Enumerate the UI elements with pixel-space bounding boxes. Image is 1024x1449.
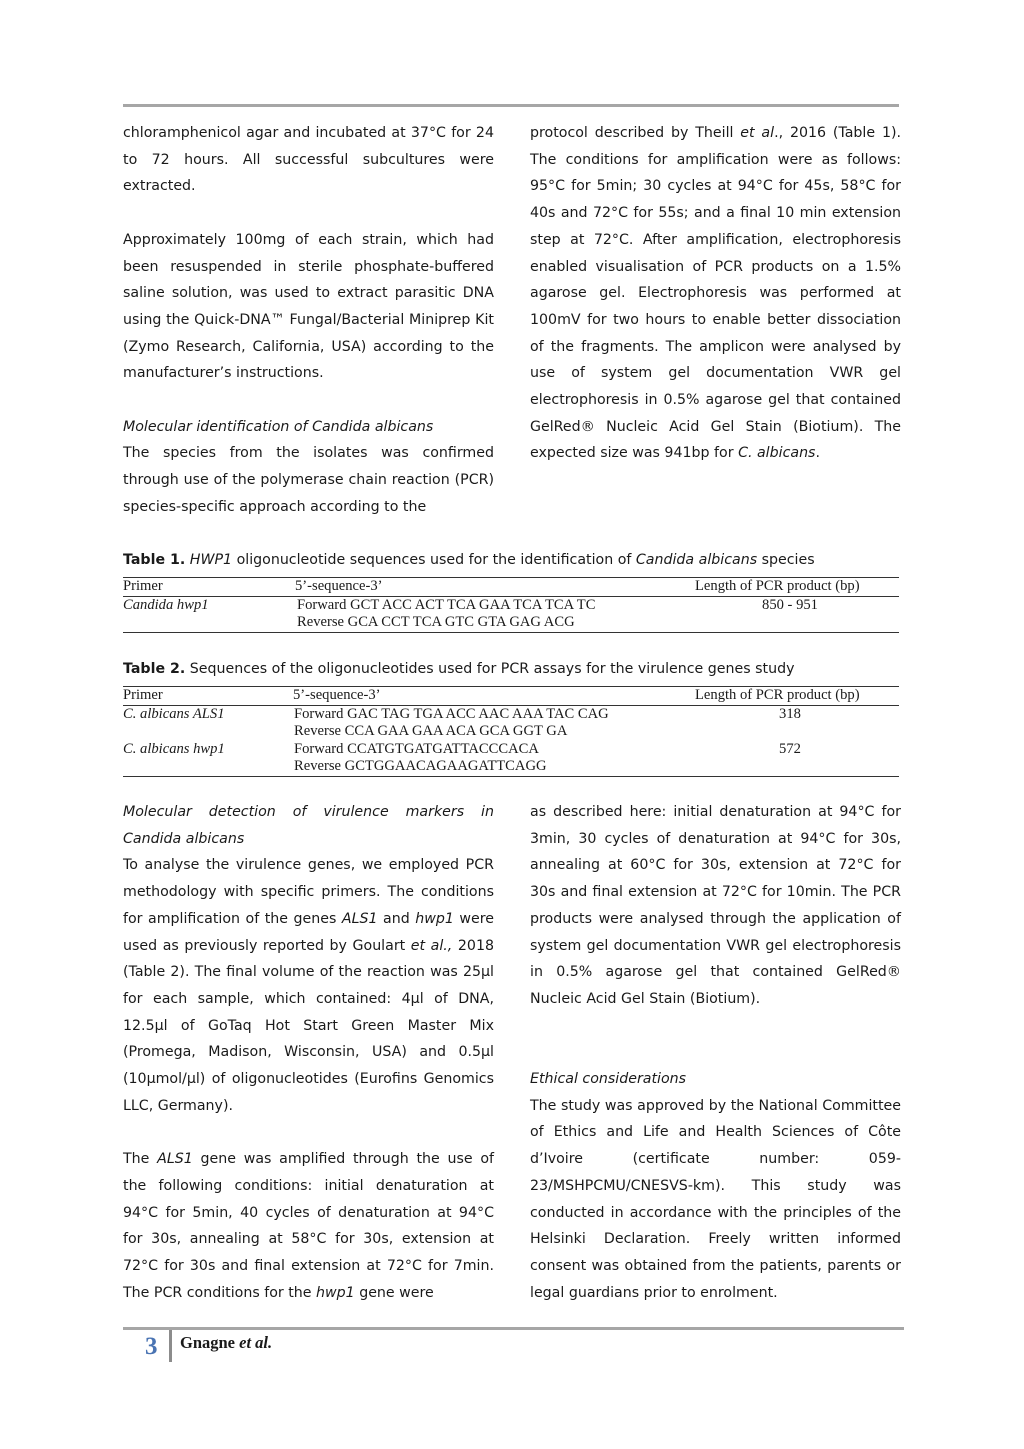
- section-heading: Ethical considerations: [530, 1071, 687, 1087]
- sequence-cell: Reverse GCA CCT TCA GTC GTA GAG ACG: [297, 614, 575, 630]
- length-cell: 850 - 951: [762, 596, 818, 613]
- sequence-cell: Reverse GCTGGAACAGAAGATTCAGG: [294, 758, 547, 774]
- table1-caption: Table 1. HWP1 oligonucleotide sequences used for the identification of Candida albicans species: [123, 552, 815, 568]
- table2-caption: Table 2. Sequences of the oligonucleotides used for PCR assays for the virulence genes study: [123, 661, 795, 677]
- header-cell: Primer: [123, 687, 163, 703]
- header-rule: [123, 104, 899, 107]
- table-row: [123, 758, 899, 776]
- sequence-cell: Forward GCT ACC ACT TCA GAA TCA TCA TC: [297, 596, 596, 613]
- primer-cell: Candida hwp1: [123, 596, 209, 613]
- table1: [123, 577, 899, 633]
- paragraph: The study was approved by the National Committee of Ethics and Life and Health Sciences of Côte d’Ivoire (certificate number: 059-23/MSHPCMU/CNESVS-km). This study was conducted in accordance with the principles of the Helsinki Declaration. Freely written informed consent was obtained from the patients, parents or legal guardians prior to enrolment.: [530, 1097, 901, 1301]
- header-cell: Length of PCR product (bp): [695, 578, 860, 594]
- paragraph: chloramphenicol agar and incubated at 37°C for 24 to 72 hours. All successful subcultures were extracted.: [123, 125, 494, 195]
- length-cell: 572: [779, 740, 801, 757]
- paragraph: Approximately 100mg of each strain, which had been resuspended in sterile phosphate-buffered saline solution, was used to extract parasitic DNA using the Quick-DNA™ Fungal/Bacterial Miniprep Kit (Zymo Research, California, USA) according to the manufacturer’s instructions.: [123, 231, 494, 382]
- page-number: 3: [145, 1333, 158, 1360]
- section-heading: Molecular identification of Candida albicans: [123, 418, 434, 435]
- primer-cell: C. albicans hwp1: [123, 740, 225, 757]
- header-cell: Primer: [123, 578, 163, 594]
- right-column-lower: [530, 799, 901, 1306]
- table-row: [123, 723, 899, 741]
- right-column-upper: [530, 120, 901, 467]
- paragraph: The species from the isolates was confirmed through use of the polymerase chain reaction (PCR) species-specific approach according to the: [123, 445, 494, 515]
- paragraph: The ALS1 gene was amplified through the use of the following conditions: initial denaturation at 94°C for 5min, 40 cycles of denaturation at 94°C for 30s, annealing at 58°C for 30s, extension at 72°C for 30s and final extension at 72°C for 7min. The PCR conditions for the hwp1 gene were: [123, 1151, 494, 1301]
- header-cell: Length of PCR product (bp): [695, 687, 860, 703]
- running-head: Gnagne et al.: [180, 1333, 273, 1352]
- table2: [123, 686, 899, 777]
- paragraph: To analyse the virulence genes, we employed PCR methodology with specific primers. The conditions for amplification of the genes ALS1 and hwp1 were used as previously reported by Goulart et al., 2018 (Table 2). The final volume of the reaction was 25µl for each sample, which contained: 4µl of DNA, 12.5µl of GoTaq Hot Start Green Master Mix (Promega, Madison, Wisconsin, USA) and 0.5µl (10µmol/µl) of oligonucleotides (Eurofins Genomics LLC, Germany).: [123, 857, 495, 1114]
- length-cell: 318: [779, 705, 801, 722]
- table-header-row: [123, 578, 899, 596]
- table-row: [123, 597, 899, 615]
- sequence-cell: Reverse CCA GAA GAA ACA GCA GGT GA: [294, 723, 568, 739]
- table-row: [123, 741, 899, 759]
- primer-cell: C. albicans ALS1: [123, 705, 225, 722]
- sequence-cell: Forward CCATGTGATGATTACCCACA: [294, 740, 539, 757]
- footer-rule: [123, 1327, 904, 1330]
- footer-divider: [169, 1330, 172, 1362]
- left-column-upper: [123, 120, 494, 521]
- table-row: [123, 614, 899, 632]
- header-cell: 5’-sequence-3’: [295, 578, 383, 594]
- paragraph: as described here: initial denaturation at 94°C for 3min, 30 cycles of denaturation at 94°C for 30s, annealing at 60°C for 30s, extension at 72°C for 30s and final extension at 72°C for 10min. The PCR products were analysed through the application of system gel documentation VWR gel electrophoresis in 0.5% agarose gel that contained GelRed® Nucleic Acid Gel Stain (Biotium).: [530, 804, 901, 1007]
- section-heading: Molecular detection of virulence markers in Candida albicans: [123, 804, 494, 847]
- table-row: [123, 706, 899, 724]
- table-header-row: [123, 687, 899, 705]
- paragraph: protocol described by Theill et al., 2016 (Table 1). The conditions for amplification were as follows: 95°C for 5min; 30 cycles at 94°C for 45s, 58°C for 40s and 72°C for 55s; and a final 10 min extension step at 72°C. After amplification, electrophoresis enabled visualisation of PCR products on a 1.5% agarose gel. Electrophoresis was performed at 100mV for two hours to enable better dissociation of the fragments. The amplicon were analysed by use of system gel documentation VWR gel electrophoresis in 0.5% agarose gel that contained GelRed® Nucleic Acid Gel Stain (Biotium). The expected size was 941bp for C. albicans.: [530, 125, 902, 462]
- left-column-lower: [123, 799, 494, 1306]
- sequence-cell: Forward GAC TAG TGA ACC AAC AAA TAC CAG: [294, 705, 609, 722]
- header-cell: 5’-sequence-3’: [293, 687, 381, 703]
